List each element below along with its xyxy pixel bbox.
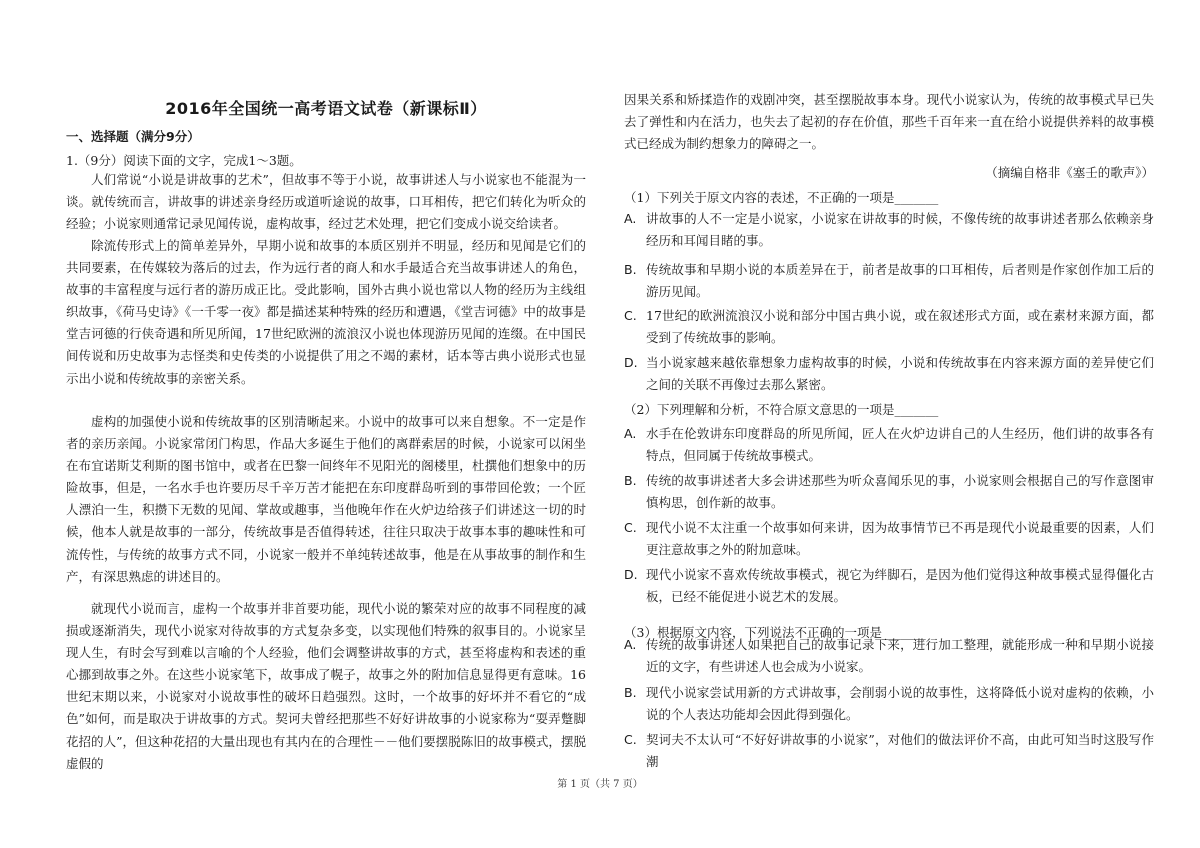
option-letter: A. (624, 426, 637, 441)
article-paragraph-2: 除流传形式上的简单差异外，早期小说和故事的本质区别并不明显，经历和见闻是它们的共同要素，在传媒较为落后的过去，作为远行者的商人和水手最适合充当故事讲述人的角色，故事的丰富程度与远行者的游历成正比。受此影响，国外古典小说也常以人物的经历为主线组织故事，《荷马史诗》《一千零一夜》都是描述某种特殊的经历和遭遇，《堂吉诃德》中的故事是堂吉诃德的行侠奇遇和所见所闻，17世纪欧洲的流浪汉小说也体现游历见闻的连缀。在中国民间传说和历史故事为志怪类和史传类的小说提供了用之不竭的素材，话本等古典小说形式也显示出小说和传统故事的亲密关系。 (66, 238, 586, 386)
option-letter: B. (624, 685, 637, 700)
question-2-option-c (624, 517, 1154, 561)
question-1-option-b (624, 259, 1154, 303)
question-2-stem: （2）下列理解和分析，不符合原文意思的一项是_______ (624, 402, 939, 417)
article-paragraph-3: 虚构的加强使小说和传统故事的区别清晰起来。小说中的故事可以来自想象。不一定是作者的亲历亲闻。小说家常闭门构思，作品大多诞生于他们的离群索居的时候，小说家可以闲坐在布宜诺斯艾利斯的图书馆中，或者在巴黎一间终年不见阳光的阁楼里，杜撰他们想象中的历险故事，但是，一名水手也许要历尽千辛万苦才能把在东印度群岛听到的事带回伦敦；一个匠人漂泊一生，积攒下无数的见闻、掌故或趣事，当他晚年作在火炉边给孩子们讲述这一切的时候，他本人就是故事的一部分，传统故事是否值得转述，往往只取决于故事本事的趣味性和可流传性，与传统的故事方式不同，小说家一般并不单纯转述故事，他是在从事故事的制作和生产，有深思熟虑的讲述目的。 (66, 414, 586, 584)
option-text: 现代小说家不喜欢传统故事模式，视它为绊脚石，是因为他们觉得这种故事模式显得僵化古板，已经不能促进小说艺术的发展。 (646, 567, 1154, 605)
option-letter: C. (624, 732, 637, 747)
question-1-option-d (624, 352, 1154, 396)
option-letter: B. (624, 262, 637, 277)
option-letter: C. (624, 308, 637, 323)
option-text: 讲故事的人不一定是小说家，小说家在讲故事的时候，不像传统的故事讲述者那么依赖亲身经历和耳闻目睹的事。 (646, 211, 1154, 249)
option-text: 现代小说家尝试用新的方式讲故事，会削弱小说的故事性，这将降低小说对虚构的依赖，小说的个人表达功能却会因此得到强化。 (646, 685, 1154, 723)
article-paragraph-1: 人们常说“小说是讲故事的艺术”，但故事不等于小说，故事讲述人与小说家也不能混为一谈。就传统而言，讲故事的讲述亲身经历或道听途说的故事，口耳相传，把它们转化为听众的经验；小说家则通常记录见闻传说，虚构故事，经过艺术处理，把它们变成小说交给读者。 (66, 172, 586, 232)
option-text: 水手在伦敦讲东印度群岛的所见所闻，匠人在火炉边讲自己的人生经历，他们讲的故事各有特点，但同属于传统故事模式。 (646, 426, 1154, 464)
article-paragraph-4-continued: 因果关系和矫揉造作的戏剧冲突，甚至摆脱故事本身。现代小说家认为，传统的故事模式早已失去了弹性和内在活力，也失去了起初的存在价值，那些千百年来一直在给小说提供养料的故事模式已经成为制约想象力的障碍之一。 (624, 92, 1154, 152)
article-source: （摘编自格非《塞壬的歌声》） (985, 165, 1154, 180)
option-text: 传统的故事讲述者大多会讲述那些为听众喜闻乐见的事，小说家则会根据自己的写作意图审慎构思，创作新的故事。 (646, 473, 1154, 511)
option-text: 契诃夫不太认可“不好好讲故事的小说家”，对他们的做法评价不高，由此可知当时这股写作潮 (646, 732, 1154, 770)
question-2-option-d (624, 564, 1154, 608)
question-2-option-a (624, 423, 1154, 467)
option-text: 当小说家越来越依靠想象力虚构故事的时候，小说和传统故事在内容来源方面的差异使它们之间的关联不再像过去那么紧密。 (646, 355, 1154, 393)
option-letter: D. (624, 355, 638, 370)
question-intro: 1.（9分）阅读下面的文字，完成1～3题。 (66, 153, 302, 168)
option-letter: B. (624, 473, 637, 488)
option-letter: D. (624, 567, 638, 582)
question-1-option-a (624, 208, 1154, 252)
exam-title: 2016年全国统一高考语文试卷（新课标Ⅱ） (165, 99, 487, 118)
article-paragraph-4: 就现代小说而言，虚构一个故事并非首要功能，现代小说的繁荣对应的故事不同程度的减损或逐渐消失，现代小说家对待故事的方式复杂多变，以实现他们特殊的叙事目的。小说家呈现人生，有时会写到难以言喻的个人经验，他们会调整讲故事的方式，甚至将虚构和表述的重心挪到故事之外。在这些小说家笔下，故事成了幌子，故事之外的附加信息显得更有意味。16世纪末期以来，小说家对小说故事性的破坏日趋强烈。这时，一个故事的好坏并不看它的“成色”如何，而是取决于讲故事的方式。契诃夫曾经把那些不好好讲故事的小说家称为“耍弄蹩脚花招的人”，但这种花招的大量出现也有其内在的合理性－－他们要摆脱陈旧的故事模式，摆脱虚假的 (66, 601, 586, 771)
option-letter: C. (624, 520, 637, 535)
option-text: 传统故事和早期小说的本质差异在于，前者是故事的口耳相传，后者则是作家创作加工后的游历见闻。 (646, 262, 1154, 300)
section-heading: 一、选择题（满分9分） (66, 129, 200, 144)
question-3-stem: （3）根据原文内容，下列说法不正确的一项是_______ (624, 625, 926, 640)
option-text: 传统的故事讲述人如果把自己的故事记录下来，进行加工整理，就能形成一种和早期小说接近的文字，有些讲述人也会成为小说家。 (646, 637, 1154, 675)
question-1-stem: （1）下列关于原文内容的表述，不正确的一项是_______ (624, 190, 939, 205)
option-letter: A. (624, 211, 637, 226)
question-1-option-c (624, 305, 1154, 349)
option-text: 现代小说不太注重一个故事如何来讲，因为故事情节已不再是现代小说最重要的因素，人们更注意故事之外的附加意味。 (646, 520, 1154, 558)
question-2-option-b (624, 470, 1154, 514)
question-3-option-b (624, 682, 1154, 726)
option-letter: A. (624, 637, 637, 652)
option-text: 17世纪的欧洲流浪汉小说和部分中国古典小说，或在叙述形式方面，或在素材来源方面，都受到了传统故事的影响。 (646, 308, 1154, 346)
question-3-option-a (624, 634, 1154, 678)
question-3-option-c (624, 729, 1154, 773)
page-footer: 第 1 页（共 7 页） (557, 779, 643, 790)
